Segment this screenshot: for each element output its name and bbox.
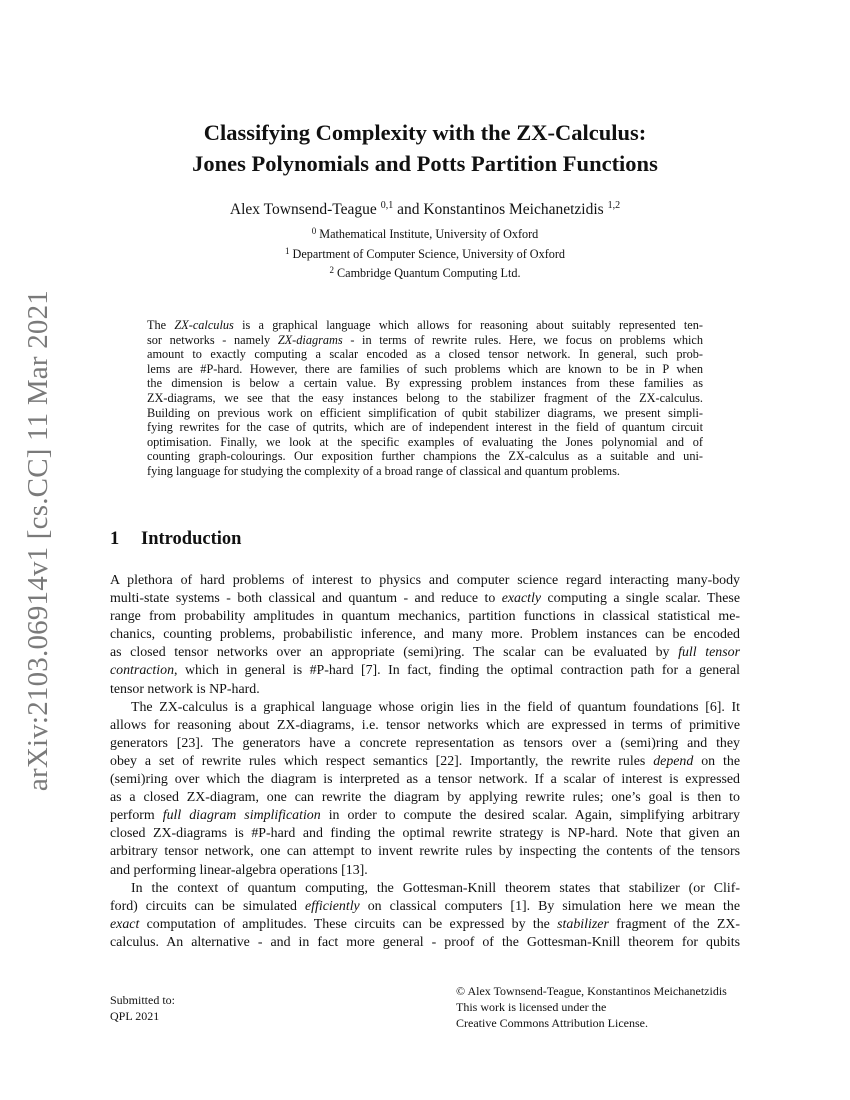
text-run: Building on previous work on efficient simplification of qubit stabilizer diagrams, we present simpli- — [147, 405, 703, 420]
text-run: obey a set of rewrite rules which respect semantics [22]. Importantly, the rewrite rules — [110, 753, 654, 769]
text-run: A plethora of hard problems of interest to physics and computer science regard interacting many-body — [110, 573, 740, 588]
submission-note — [110, 992, 175, 1024]
text-run: computation of amplitudes. These circuits can be expressed by the — [139, 916, 558, 932]
text-run: amount to exactly computing a scalar encoded as a closed tensor network. In general, such prob- — [147, 347, 703, 362]
text-run: tensor network is NP-hard. — [110, 681, 260, 697]
section-title: Introduction — [141, 529, 242, 549]
body-line — [110, 681, 740, 699]
text-run: ZX-diagrams, we see that the easy instances belong to the stabilizer fragment of the ZX-calculus. — [147, 390, 703, 405]
body-line — [110, 644, 740, 662]
affiliation-text: Mathematical Institute, University of Oxford — [319, 227, 539, 241]
text-run: allows for reasoning about ZX-diagrams, i.e. tensor networks which are expressed in terms of primitive — [110, 717, 740, 733]
body-line — [110, 608, 740, 626]
text-run: closed ZX-diagrams is #P-hard and finding the optimal rewrite strategy is NP-hard. Note that given an — [110, 826, 740, 842]
text-run: In the context of quantum computing, the Gottesman-Knill theorem states that stabilizer (or Clif- — [131, 880, 740, 896]
emphasis-text: full diagram simplification — [162, 808, 321, 824]
author-conjunction: and — [397, 201, 420, 218]
affiliation — [110, 245, 740, 265]
text-run: multi-state systems - both classical and quantum - and reduce to — [110, 591, 502, 607]
body-text — [110, 572, 740, 952]
emphasis-text: ZX-diagrams — [277, 332, 343, 347]
affiliation-mark: 2 — [329, 265, 334, 275]
body-line — [110, 626, 740, 644]
affiliation-mark: 0 — [311, 226, 317, 236]
text-run: fying language for studying the complexity of a broad range of classical and quantum problems. — [147, 463, 620, 478]
text-run: The — [147, 318, 175, 332]
title-line-1: Classifying Complexity with the ZX-Calculus: — [203, 120, 647, 145]
body-line — [110, 789, 740, 807]
abstract-line — [147, 406, 703, 421]
abstract-line — [147, 420, 703, 435]
body-line — [110, 843, 740, 861]
body-line — [110, 662, 740, 680]
text-run: optimisation. Finally, we look at the specific examples of evaluating the Jones polynomial and of — [147, 434, 703, 449]
text-run: as closed tensor networks over an appropriate (semi)ring. The scalar can be evaluated by — [110, 645, 679, 661]
section-heading — [110, 529, 241, 550]
emphasis-text: efficiently — [304, 898, 360, 914]
emphasis-text: ZX-calculus — [174, 318, 234, 332]
abstract-line — [147, 376, 703, 391]
text-run: generators [23]. The generators have a concrete representation as tensors over a (semi)ring and they — [110, 735, 740, 751]
author-affiliation-mark: 1,2 — [607, 200, 621, 211]
license-note — [456, 983, 727, 1031]
text-run: computing a single scalar. These — [541, 591, 740, 607]
body-line — [110, 934, 740, 952]
author-name: Konstantinos Meichanetzidis — [423, 201, 604, 218]
body-line — [110, 825, 740, 843]
text-run: , which in general is #P-hard [7]. In fact, finding the optimal contraction path for a general — [174, 663, 740, 679]
emphasis-text: contraction — [110, 663, 175, 679]
emphasis-text: depend — [653, 753, 694, 769]
author-list — [110, 201, 740, 219]
text-run: as a closed ZX-diagram, one can rewrite the diagram by applying rewrite rules; one’s goal is then to — [110, 790, 740, 806]
submitted-label: Submitted to: — [110, 993, 176, 1007]
section-number: 1 — [110, 529, 120, 549]
body-line — [110, 590, 740, 608]
abstract-line — [147, 362, 703, 377]
text-run: lems are #P-hard. However, there are families of such problems which are known to be in P when — [147, 361, 703, 376]
affiliation-list — [110, 225, 740, 284]
abstract — [147, 318, 703, 479]
body-line — [110, 753, 740, 771]
author-affiliation-mark: 0,1 — [380, 200, 394, 211]
title-line-2: Jones Polynomials and Potts Partition Functions — [192, 151, 658, 176]
body-line — [110, 717, 740, 735]
body-line — [110, 898, 740, 916]
copyright-line: © Alex Townsend-Teague, Konstantinos Meichanetzidis — [456, 984, 727, 998]
text-run: sor networks - namely — [147, 332, 278, 347]
text-run: in order to compute the desired scalar. Again, simplifying arbitrary — [320, 808, 740, 824]
paragraph — [110, 572, 740, 699]
text-run: The ZX-calculus is a graphical language whose origin lies in the field of quantum foundations [6]. It — [131, 699, 740, 715]
text-run: on the — [693, 753, 740, 769]
abstract-line — [147, 347, 703, 362]
text-run: counting graph-colourings. Our exposition further champions the ZX-calculus as a suitable and uni- — [147, 449, 703, 464]
text-run: on classical computers [1]. By simulation here we mean the — [359, 898, 740, 914]
body-line — [110, 771, 740, 789]
affiliation-mark: 1 — [285, 245, 290, 256]
text-run: the dimension is below a certain value. By expressing problem instances from these families as — [147, 376, 703, 391]
text-run: (semi)ring over which the diagram is interpreted as a tensor network. If a scalar of interest is expressed — [110, 772, 740, 788]
body-line — [110, 699, 740, 717]
emphasis-text: exact — [110, 916, 140, 932]
text-run: fragment of the ZX- — [608, 916, 740, 932]
text-run: and performing linear-algebra operations [13]. — [110, 862, 368, 878]
text-run: range from probability amplitudes in quantum mechanics, partition functions in classical statistical me- — [110, 609, 740, 625]
abstract-line — [147, 333, 703, 348]
affiliation — [110, 264, 740, 284]
abstract-line — [147, 318, 703, 333]
paragraph — [110, 880, 740, 952]
author-name: Alex Townsend-Teague — [229, 201, 377, 218]
body-line — [110, 880, 740, 898]
paper-title — [110, 117, 740, 179]
license-line: Creative Commons Attribution License. — [456, 1016, 648, 1030]
abstract-line — [147, 464, 703, 479]
emphasis-text: stabilizer — [557, 916, 609, 932]
body-line — [110, 807, 740, 825]
abstract-line — [147, 435, 703, 450]
emphasis-text: exactly — [501, 591, 542, 607]
affiliation — [110, 225, 740, 245]
venue: QPL 2021 — [110, 1009, 160, 1023]
emphasis-text: full tensor — [678, 645, 740, 661]
text-run: perform — [110, 808, 163, 824]
body-line — [110, 916, 740, 934]
text-run: chanics, counting problems, probabilistic inference, and many more. Problem instances can be encoded — [110, 627, 740, 643]
text-run: is a graphical language which allows for reasoning about suitably represented ten- — [233, 318, 703, 332]
text-run: fying rewrites for the case of qutrits, which are of independent interest in the field of quantum circuit — [147, 420, 703, 435]
affiliation-text: Department of Computer Science, University of Oxford — [292, 246, 565, 261]
body-line — [110, 735, 740, 753]
body-line — [110, 572, 740, 590]
text-run: - in terms of rewrite rules. Here, we focus on problems which — [342, 332, 704, 347]
arxiv-identifier-stamp: arXiv:2103.06914v1 [cs.CC] 11 Mar 2021 — [22, 290, 54, 792]
affiliation-text: Cambridge Quantum Computing Ltd. — [337, 266, 521, 280]
abstract-line — [147, 391, 703, 406]
text-run: arbitrary tensor network, one can attempt to invent rewrite rules by inspecting the contents of the tensors — [110, 844, 740, 860]
paragraph — [110, 699, 740, 880]
text-run: calculus. An alternative - and in fact more general - proof of the Gottesman-Knill theorem for qubits — [110, 934, 740, 950]
body-line — [110, 862, 740, 880]
license-line: This work is licensed under the — [456, 1000, 607, 1014]
text-run: ford) circuits can be simulated — [110, 898, 305, 914]
abstract-line — [147, 449, 703, 464]
